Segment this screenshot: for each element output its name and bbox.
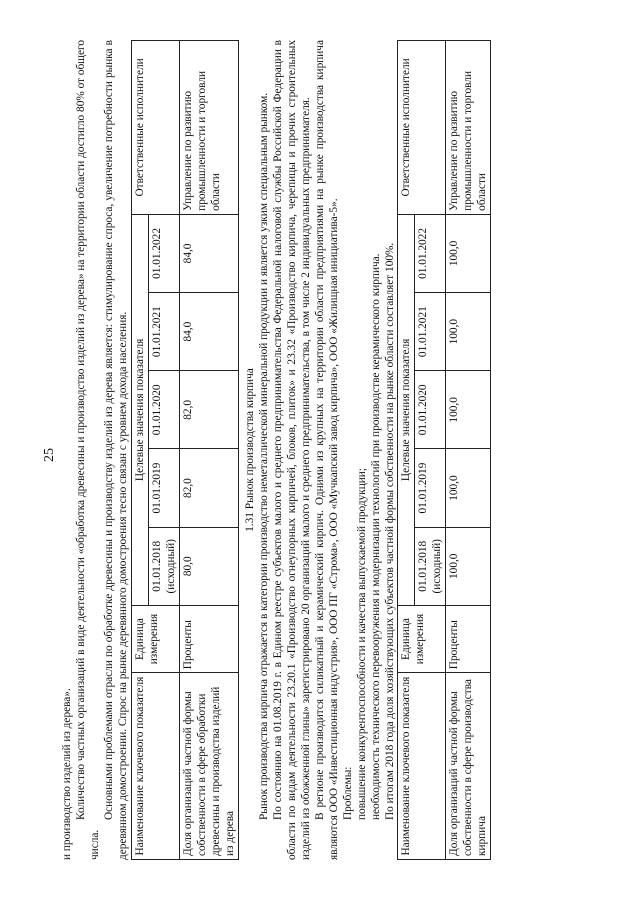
cell-value: 100,0 bbox=[446, 371, 491, 449]
problem-item: повышение конкурентоспособности и качества выпускаемой продукции; bbox=[356, 468, 368, 820]
header-year: 01.01.2021 bbox=[149, 293, 180, 371]
intro-paragraph-1: Количество частных организаций в виде деятельности «обработка древесины и производство изделий из дерева» на территории области достигло 80% от общего числа. bbox=[75, 40, 101, 860]
section-summary: По итогам 2018 года доля хозяйствующих субъектов частной формы собственности на рынке области составляет 100%. bbox=[384, 242, 396, 820]
header-year: 01.01.2018 (исходный) bbox=[149, 527, 180, 605]
header-year: 01.01.2019 bbox=[415, 449, 446, 527]
header-targets: Целевые значения показателя bbox=[132, 214, 149, 605]
intro-line-1: и производство изделий из дерева». bbox=[61, 688, 73, 860]
cell-value: 84,0 bbox=[180, 293, 239, 371]
cell-unit: Проценты bbox=[446, 605, 491, 672]
cell-value: 80,0 bbox=[180, 527, 239, 605]
section-paragraph-2: По состоянию на 01.08.2019 г. в Едином реестре субъектов малого и среднего предпринимательства Федеральной налоговой службы Российской Федерации в области по видам деятельности 23.20.1 «Производство огнеупорных кирпичей, блоков, плиток» и 23.32 «Производство кирпича, черепицы и прочих строительных изделий из обожженной глины» зарегистрировано 20 организаций малого и среднего предпринимательства, в том числе 2 индивидуальных предпринимателя. bbox=[272, 40, 312, 860]
header-year: 01.01.2018 (исходный) bbox=[415, 527, 446, 605]
table-wood-indicator bbox=[131, 40, 239, 860]
cell-responsible: Управление по развитию промышленности и торговли области bbox=[180, 41, 239, 215]
problems-title: Проблемы: bbox=[342, 766, 354, 820]
section-paragraph-3: В регионе производится силикатный и керамический кирпич. Одними из крупных на территории области предприятиями на рынке производства кирпича являются ООО «Инвестиционная индустрия», ООО ПГ «Строма», ООО «Мучкапский завод кирпича», ООО «Жилищная инициатива-5». bbox=[314, 40, 340, 860]
problem-item: необходимость технического перевооружения и модернизации технологий при производстве керамического кирпича. bbox=[370, 253, 382, 820]
header-year: 01.01.2022 bbox=[149, 214, 180, 292]
cell-value: 82,0 bbox=[180, 449, 239, 527]
page-number: 25 bbox=[42, 448, 57, 462]
header-year: 01.01.2020 bbox=[149, 371, 180, 449]
cell-value: 100,0 bbox=[446, 293, 491, 371]
section-title: 1.31 Рынок производства кирпича bbox=[244, 368, 256, 532]
header-year: 01.01.2021 bbox=[415, 293, 446, 371]
table-brick-indicator bbox=[397, 40, 491, 860]
document-body bbox=[60, 40, 590, 860]
header-year: 01.01.2019 bbox=[149, 449, 180, 527]
cell-responsible: Управление по развитию промышленности и торговли области bbox=[446, 41, 491, 215]
header-year: 01.01.2020 bbox=[415, 371, 446, 449]
cell-value: 82,0 bbox=[180, 371, 239, 449]
header-unit: Единица измерения bbox=[132, 605, 180, 672]
cell-unit: Проценты bbox=[180, 605, 239, 672]
intro-paragraph-2: Основными проблемами отрасли по обработке древесины и производству изделий из дерева является: стимулирование спроса, увеличение потребности рынка в деревянном домостроении. Спрос на рынке деревянного домостроения тесно связан с уровнем дохода населения. bbox=[103, 40, 129, 860]
cell-name: Доля организаций частной формы собственности в сфере обработки древесины и производства изделий из дерева bbox=[180, 673, 239, 860]
header-name: Наименование ключевого показателя bbox=[132, 673, 180, 860]
cell-value: 100,0 bbox=[446, 214, 491, 292]
header-unit: Единица измерения bbox=[398, 605, 446, 672]
table-row bbox=[446, 41, 491, 860]
header-year: 01.01.2022 bbox=[415, 214, 446, 292]
cell-name: Доля организаций частной формы собственности в сфере производства кирпича bbox=[446, 673, 491, 860]
header-targets: Целевые значения показателя bbox=[398, 214, 415, 605]
cell-value: 100,0 bbox=[446, 449, 491, 527]
header-responsible: Ответственные исполнители bbox=[132, 41, 180, 215]
cell-value: 84,0 bbox=[180, 214, 239, 292]
table-row bbox=[180, 41, 239, 860]
section-paragraph-1: Рынок производства кирпича отражается в категории производство неметаллической минеральной продукции и является узким специальным рынком. bbox=[258, 92, 270, 820]
cell-value: 100,0 bbox=[446, 527, 491, 605]
header-responsible: Ответственные исполнители bbox=[398, 41, 446, 215]
header-name: Наименование ключевого показателя bbox=[398, 673, 446, 860]
